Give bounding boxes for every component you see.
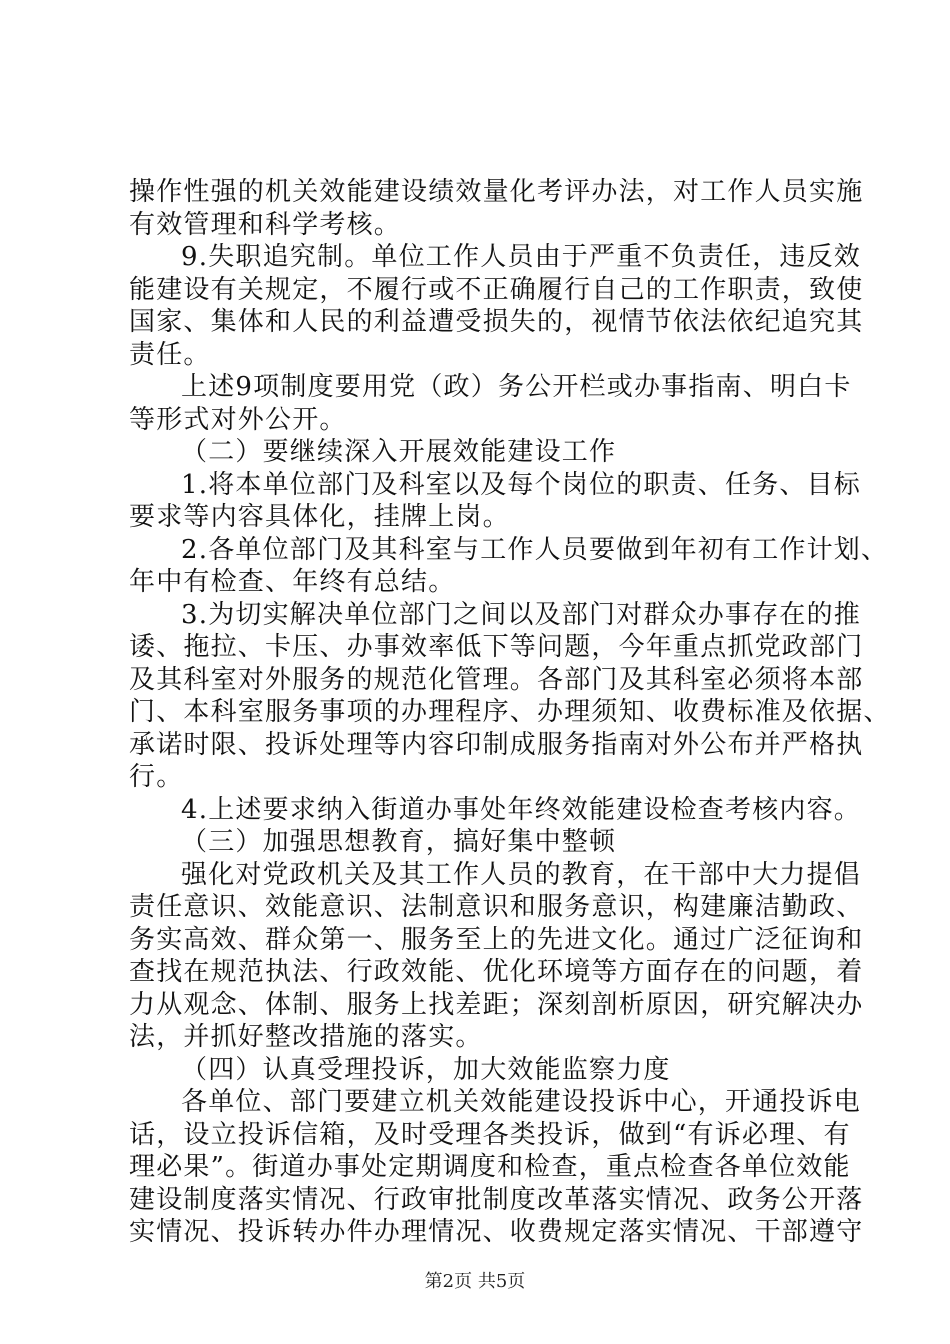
text-line: 理必果”。街道办事处定期调度和检查，重点检查各单位效能 xyxy=(129,1152,851,1182)
text-line: 实情况、投诉转办件办理情况、收费规定落实情况、干部遵守 xyxy=(129,1217,864,1247)
page-number-footer: 第2页 共5页 xyxy=(424,1271,526,1292)
text-line: 查找在规范执法、行政效能、优化环境等方面存在的问题，着 xyxy=(129,957,864,987)
text-line: 能建设有关规定，不履行或不正确履行自己的工作职责，致使 xyxy=(129,274,864,305)
text-line: 操作性强的机关效能建设绩效量化考评办法，对工作人员实施 xyxy=(129,177,864,207)
text-line: 有效管理和科学考核。 xyxy=(129,209,402,240)
text-line: 责任意识、效能意识、法制意识和服务意识，构建廉洁勤政、 xyxy=(129,892,864,922)
text-line: 9.失职追究制。单位工作人员由于严重不负责任，违反效 xyxy=(181,242,862,272)
text-line: 等形式对外公开。 xyxy=(129,404,347,435)
text-line: 话，设立投诉信箱，及时受理各类投诉，做到“有诉必理、有 xyxy=(129,1119,851,1150)
text-line: 诿、拖拉、卡压、办事效率低下等问题，今年重点抓党政部门 xyxy=(129,632,864,662)
text-line: 强化对党政机关及其工作人员的教育，在干部中大力提倡 xyxy=(181,859,862,890)
text-line: 及其科室对外服务的规范化管理。各部门及其科室必须将本部 xyxy=(129,664,864,695)
text-line: 责任。 xyxy=(129,339,211,370)
text-line: 4.上述要求纳入街道办事处年终效能建设检查考核内容。 xyxy=(181,794,862,825)
text-line: 建设制度落实情况、行政审批制度改革落实情况、政务公开落 xyxy=(129,1184,864,1215)
text-line: （四）认真受理投诉，加大效能监察力度 xyxy=(181,1054,671,1085)
text-line: 力从观念、体制、服务上找差距；深刻剖析原因，研究解决办 xyxy=(129,989,864,1020)
text-line: 各单位、部门要建立机关效能建设投诉中心，开通投诉电 xyxy=(181,1087,862,1117)
text-line: 门、本科室服务事项的办理程序、办理须知、收费标准及依据、 xyxy=(129,697,891,727)
text-line: （三）加强思想教育，搞好集中整顿 xyxy=(181,827,617,857)
text-line: 国家、集体和人民的利益遭受损失的，视情节依法依纪追究其 xyxy=(129,307,864,337)
text-line: 2.各单位部门及其科室与工作人员要做到年初有工作计划、 xyxy=(181,534,889,565)
text-line: 上述9项制度要用党（政）务公开栏或办事指南、明白卡 xyxy=(181,372,852,402)
text-line: 要求等内容具体化，挂牌上岗。 xyxy=(129,502,510,532)
text-line: 法，并抓好整改措施的落实。 xyxy=(129,1022,483,1052)
text-line: 行。 xyxy=(129,762,184,792)
text-line: 承诺时限、投诉处理等内容印制成服务指南对外公布并严格执 xyxy=(129,729,864,760)
text-line: 1.将本单位部门及科室以及每个岗位的职责、任务、目标 xyxy=(181,469,862,500)
text-line: 年中有检查、年终有总结。 xyxy=(129,567,456,597)
document-body xyxy=(129,176,891,1249)
text-line: 务实高效、群众第一、服务至上的先进文化。通过广泛征询和 xyxy=(129,924,864,955)
text-line: （二）要继续深入开展效能建设工作 xyxy=(181,437,617,467)
text-line: 3.为切实解决单位部门之间以及部门对群众办事存在的推 xyxy=(181,599,862,630)
